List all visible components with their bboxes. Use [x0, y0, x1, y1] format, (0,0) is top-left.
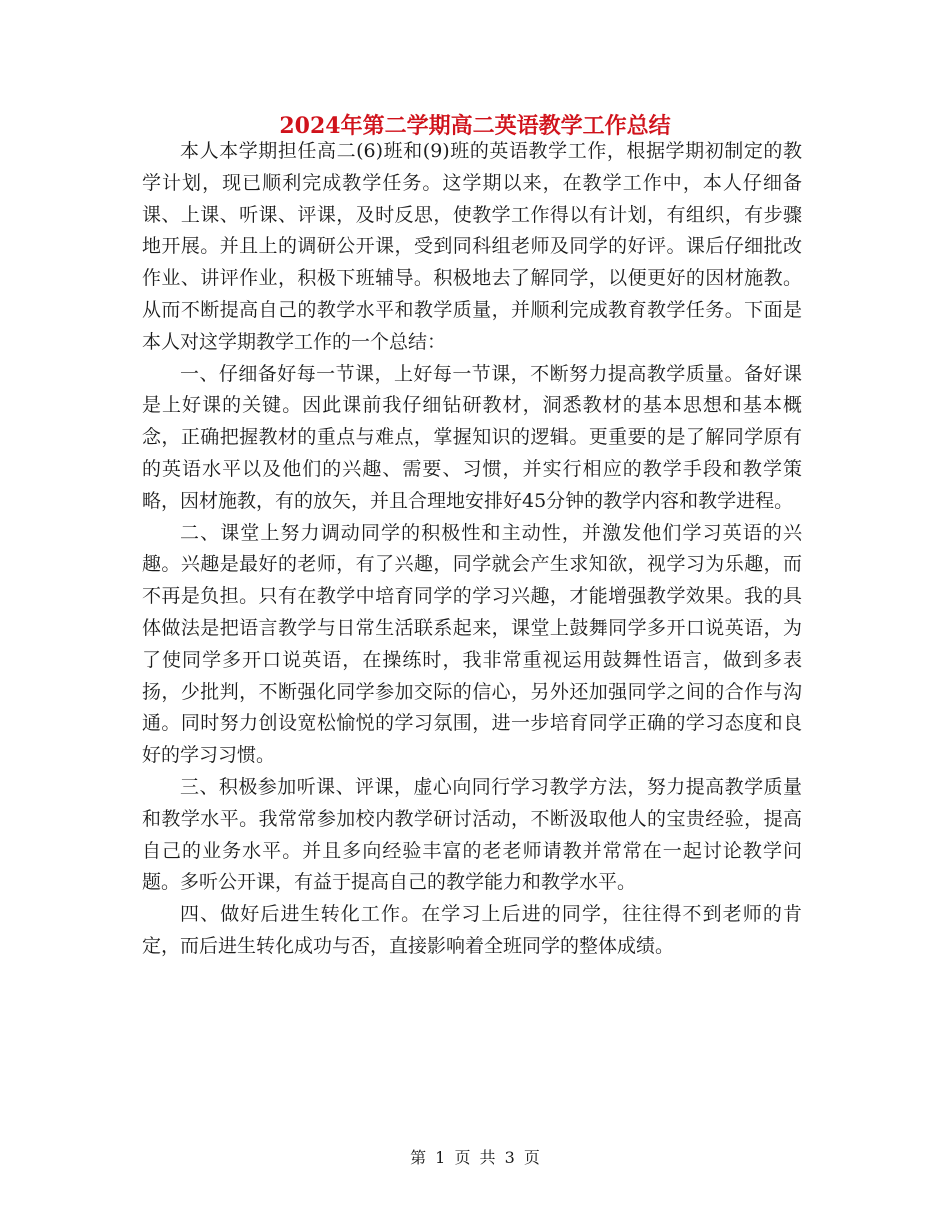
paragraph-section-1: 一、仔细备好每一节课，上好每一节课，不断努力提高教学质量。备好课是上好课的关键。因此课前我仔细钻研教材，洞悉教材的基本思想和基本概念，正确把握教材的重点与难点，掌握知识的逻辑。更重要的是了解同学原有的英语水平以及他们的兴趣、需要、习惯，并实行相应的教学手段和教学策略，因材施教，有的放矢，并且合理地安排好45分钟的教学内容和教学进程。 — [142, 362, 802, 512]
document-title: 2024年第二学期高二英语教学工作总结 — [279, 113, 671, 139]
paragraph-section-4: 四、做好后进生转化工作。在学习上后进的同学，往往得不到老师的肯定，而后进生转化成功与否，直接影响着全班同学的整体成绩。 — [142, 903, 802, 957]
paragraph-section-2: 二、课堂上努力调动同学的积极性和主动性，并激发他们学习英语的兴趣。兴趣是最好的老师，有了兴趣，同学就会产生求知欲，视学习为乐趣，而不再是负担。只有在教学中培育同学的学习兴趣，才能增强教学效果。我的具体做法是把语言教学与日常生活联系起来，课堂上鼓舞同学多开口说英语，为了使同学多开口说英语，在操练时，我非常重视运用鼓舞性语言，做到多表扬，少批判，不断强化同学参加交际的信心，另外还加强同学之间的合作与沟通。同时努力创设宽松愉悦的学习氛围，进一步培育同学正确的学习态度和良好的学习习惯。 — [142, 521, 802, 767]
document-body — [142, 136, 802, 963]
paragraph-intro: 本人本学期担任高二(6)班和(9)班的英语教学工作，根据学期初制定的教学计划，现已顺利完成教学任务。这学期以来，在教学工作中，本人仔细备课、上课、听课、评课，及时反思，使教学工作得以有计划，有组织，有步骤地开展。并且上的调研公开课，受到同科组老师及同学的好评。课后仔细批改作业、讲评作业，积极下班辅导。积极地去了解同学，以便更好的因材施教。从而不断提高自己的教学水平和教学质量，并顺利完成教育教学任务。下面是本人对这学期教学工作的一个总结： — [142, 140, 802, 353]
paragraph-section-3: 三、积极参加听课、评课，虚心向同行学习教学方法，努力提高教学质量和教学水平。我常常参加校内教学研讨活动，不断汲取他人的宝贵经验，提高自己的业务水平。并且多向经验丰富的老老师请教并常常在一起讨论教学问题。多听公开课，有益于提高自己的教学能力和教学水平。 — [142, 775, 802, 894]
page-number-footer: 第 1 页 共 3 页 — [410, 1148, 540, 1167]
